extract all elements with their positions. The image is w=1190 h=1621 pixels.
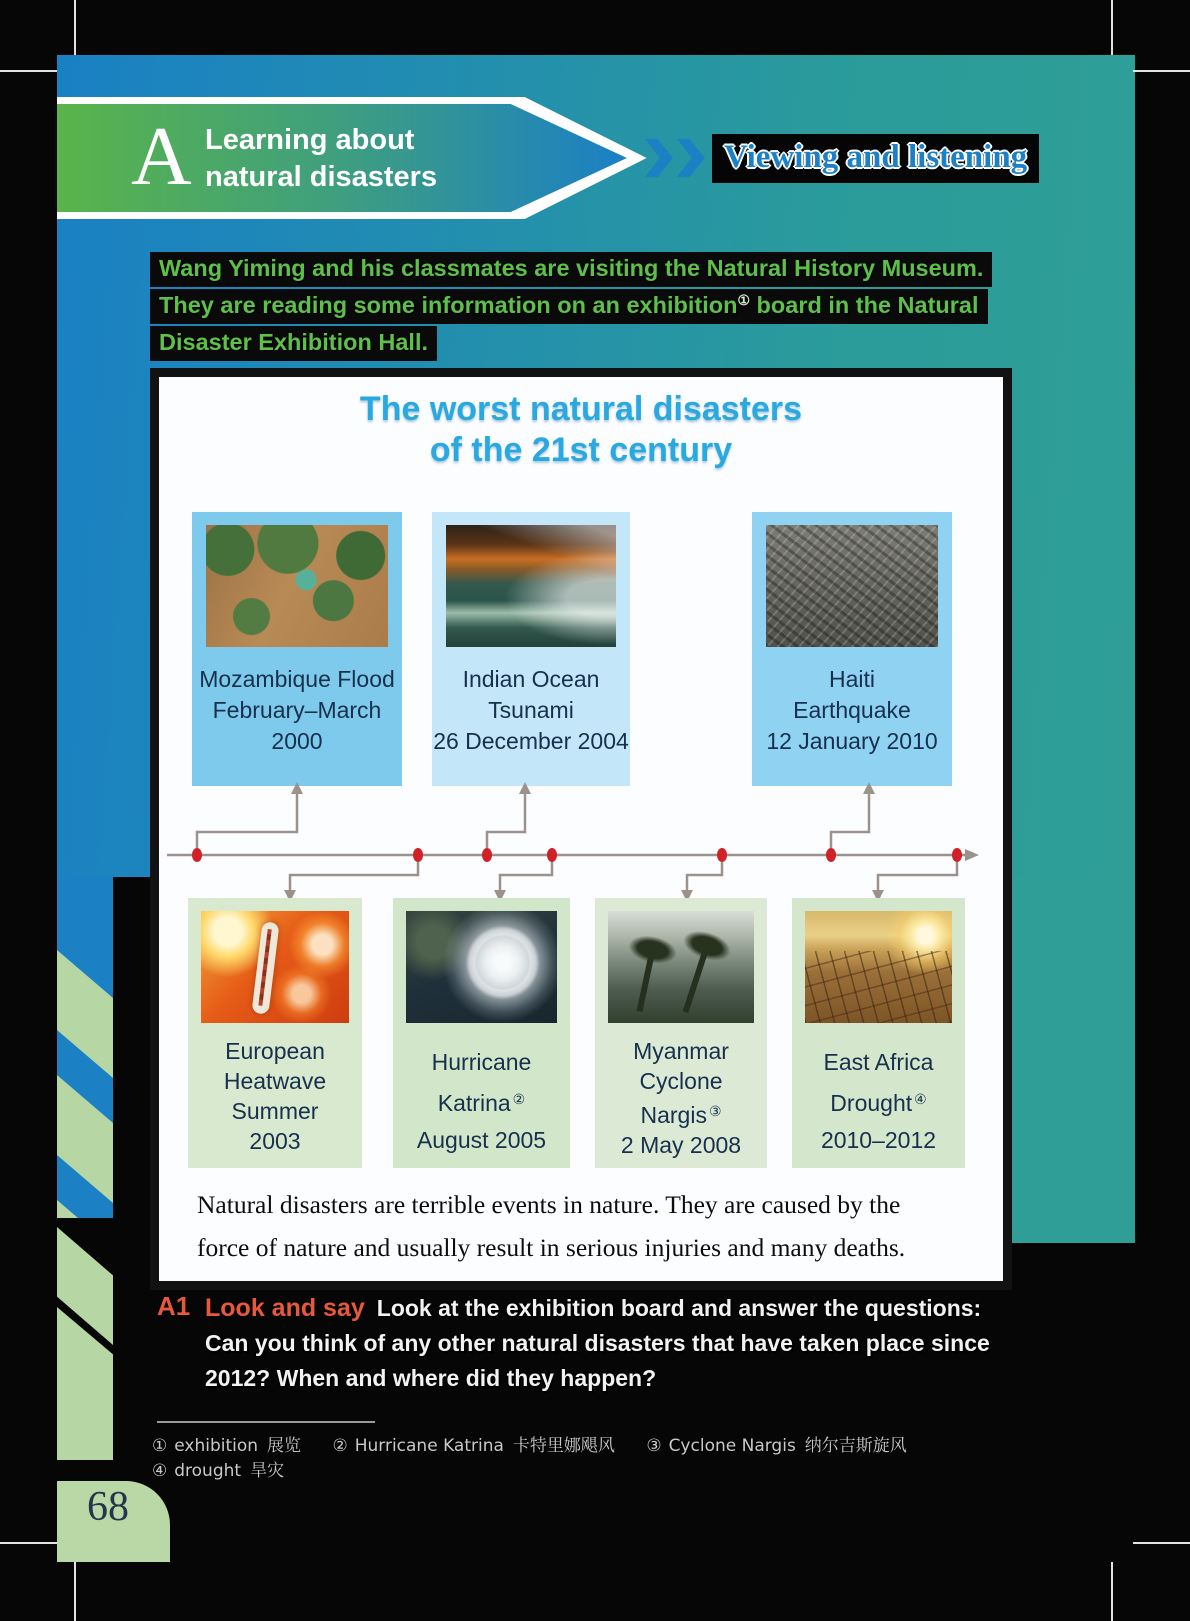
crop-mark — [74, 1562, 76, 1621]
card-caption — [188, 1036, 362, 1156]
card-caption — [792, 1044, 965, 1159]
hurricane-satellite-photo — [406, 911, 557, 1023]
footnote-marker: ② — [332, 1436, 348, 1456]
disaster-card-indian-ocean-tsunami — [432, 512, 630, 786]
crop-mark — [0, 70, 57, 72]
paragraph-line: force of nature and usually result in serious injuries and many deaths. — [197, 1233, 906, 1262]
intro-line — [150, 289, 988, 324]
crop-mark — [0, 1542, 57, 1544]
footnote-marker: ③ — [646, 1436, 662, 1456]
palm-tree-silhouette — [682, 945, 709, 1013]
section-title — [205, 122, 437, 196]
crop-mark — [1111, 0, 1113, 55]
section-banner — [57, 97, 649, 219]
earthquake-rubble-photo — [766, 525, 938, 647]
page-left-blue-column — [57, 877, 113, 1218]
footnote-term: Hurricane Katrina — [354, 1436, 504, 1456]
footnote-translation: 纳尔吉斯旋风 — [804, 1436, 907, 1456]
green-stripe-decoration — [57, 1200, 113, 1218]
footnote-term: exhibition — [174, 1436, 259, 1456]
caption-line — [595, 1096, 767, 1130]
intro-line2-text: They are reading some information on an exhibition — [159, 292, 738, 318]
caption-line: 26 December 2004 — [433, 728, 629, 754]
disaster-card-east-africa-drought — [792, 898, 965, 1168]
footnote-term: Cyclone Nargis — [668, 1436, 796, 1456]
caption-line: Hurricane — [431, 1049, 532, 1075]
crop-mark — [1111, 1562, 1113, 1621]
caption-line: 2003 — [249, 1128, 301, 1154]
cyclone-palms-photo — [608, 911, 754, 1023]
footnote-item — [332, 1431, 614, 1456]
drought-cracked-earth-photo — [805, 911, 952, 1023]
caption-line: 12 January 2010 — [766, 728, 938, 754]
disaster-card-hurricane-katrina — [393, 898, 570, 1168]
caption-line: Tsunami — [488, 697, 574, 723]
card-caption — [752, 664, 952, 757]
caption-line: Heatwave — [223, 1068, 327, 1094]
section-title-line2: natural disasters — [205, 161, 438, 193]
caption-line: Mozambique Flood — [199, 666, 395, 692]
caption-line: Indian Ocean — [462, 666, 600, 692]
activity-id: A1 — [157, 1291, 191, 1321]
disaster-card-cyclone-nargis — [595, 898, 767, 1168]
board-paragraph — [197, 1183, 987, 1269]
green-stripe-decoration — [57, 950, 113, 1078]
caption-line — [792, 1081, 965, 1122]
footnote-marker: ④ — [152, 1461, 168, 1481]
page-number: 68 — [87, 1484, 129, 1530]
card-caption — [192, 664, 402, 757]
exhibition-board — [150, 368, 1012, 1290]
caption-line: Myanmar — [633, 1038, 729, 1064]
footnote-marker-2: ② — [512, 1091, 526, 1107]
green-stripe-decoration — [57, 1075, 113, 1203]
intro-line — [150, 252, 992, 287]
board-title-line1: The worst natural disasters — [359, 390, 803, 428]
tsunami-wave-photo — [446, 525, 616, 647]
caption-line: Summer — [231, 1098, 319, 1124]
caption-line — [393, 1081, 570, 1122]
card-caption — [432, 664, 630, 757]
footnote-divider — [157, 1421, 375, 1423]
board-title-line2: of the 21st century — [429, 431, 733, 469]
footnote-translation: 卡特里娜飓风 — [512, 1436, 615, 1456]
section-letter: A — [131, 110, 192, 203]
disaster-card-haiti-earthquake — [752, 512, 952, 786]
caption-line: Haiti — [828, 666, 875, 692]
activity-prompt-text: Look at the exhibition board and answer the questions: Can you think of any other natural disasters that have taken place since 2012? When and where did they happen? — [205, 1295, 990, 1391]
flood-aerial-photo — [206, 525, 388, 647]
intro-text — [150, 252, 992, 363]
cracked-earth-texture — [805, 951, 952, 1023]
footnotes — [152, 1431, 1032, 1481]
caption-line: European — [225, 1038, 325, 1064]
card-caption — [595, 1036, 767, 1160]
intro-line1-text: Wang Yiming and his classmates are visiting the Natural History Museum. — [159, 255, 984, 281]
caption-text: Nargis — [640, 1102, 707, 1128]
caption-line: 2000 — [271, 728, 323, 754]
caption-line: February–March — [212, 697, 382, 723]
caption-line: 2010–2012 — [820, 1127, 937, 1153]
board-title — [159, 389, 1003, 471]
crop-mark — [1133, 1542, 1190, 1544]
caption-line: Cyclone — [639, 1068, 723, 1094]
disaster-card-mozambique-flood — [192, 512, 402, 786]
footnote-translation: 旱灾 — [250, 1461, 285, 1481]
caption-line: Earthquake — [793, 697, 911, 723]
caption-line: 2 May 2008 — [620, 1132, 742, 1158]
caption-line: August 2005 — [416, 1127, 547, 1153]
caption-text: Katrina — [437, 1090, 511, 1116]
footnote-term: drought — [174, 1461, 242, 1481]
caption-text: Drought — [830, 1090, 913, 1116]
footnote-marker-4: ④ — [914, 1091, 927, 1107]
footnote-marker-1: ① — [737, 292, 751, 308]
footnote-marker: ① — [152, 1436, 168, 1456]
card-caption — [393, 1044, 570, 1159]
page-right-teal-column — [1012, 877, 1135, 1243]
intro-line — [150, 326, 437, 361]
intro-line3-text: Disaster Exhibition Hall. — [159, 329, 429, 355]
paragraph-line: Natural disasters are terrible events in nature. They are caused by the — [197, 1190, 901, 1219]
heatwave-thermometer-photo — [201, 911, 349, 1023]
footnote-item — [152, 1431, 301, 1456]
footnote-item — [646, 1431, 906, 1456]
page-number-box — [57, 1481, 170, 1562]
caption-line: East Africa — [823, 1049, 934, 1075]
activity-name: Look and say — [205, 1294, 365, 1322]
activity-prompt — [205, 1291, 1005, 1396]
crop-mark — [74, 0, 76, 55]
section-title-line1: Learning about — [205, 124, 415, 156]
timeline-diagram — [159, 757, 1003, 917]
footnote-translation: 展览 — [267, 1436, 302, 1456]
footnote-marker-3: ③ — [708, 1103, 722, 1119]
crop-mark — [1133, 70, 1190, 72]
thermometer-icon — [252, 921, 280, 1014]
disaster-card-european-heatwave — [188, 898, 362, 1168]
palm-tree-silhouette — [637, 950, 656, 1011]
page-topic-title: Viewing and listening — [712, 134, 1039, 183]
footnote-item — [152, 1456, 284, 1481]
intro-line2-text-cont: board in the Natural — [750, 292, 979, 318]
